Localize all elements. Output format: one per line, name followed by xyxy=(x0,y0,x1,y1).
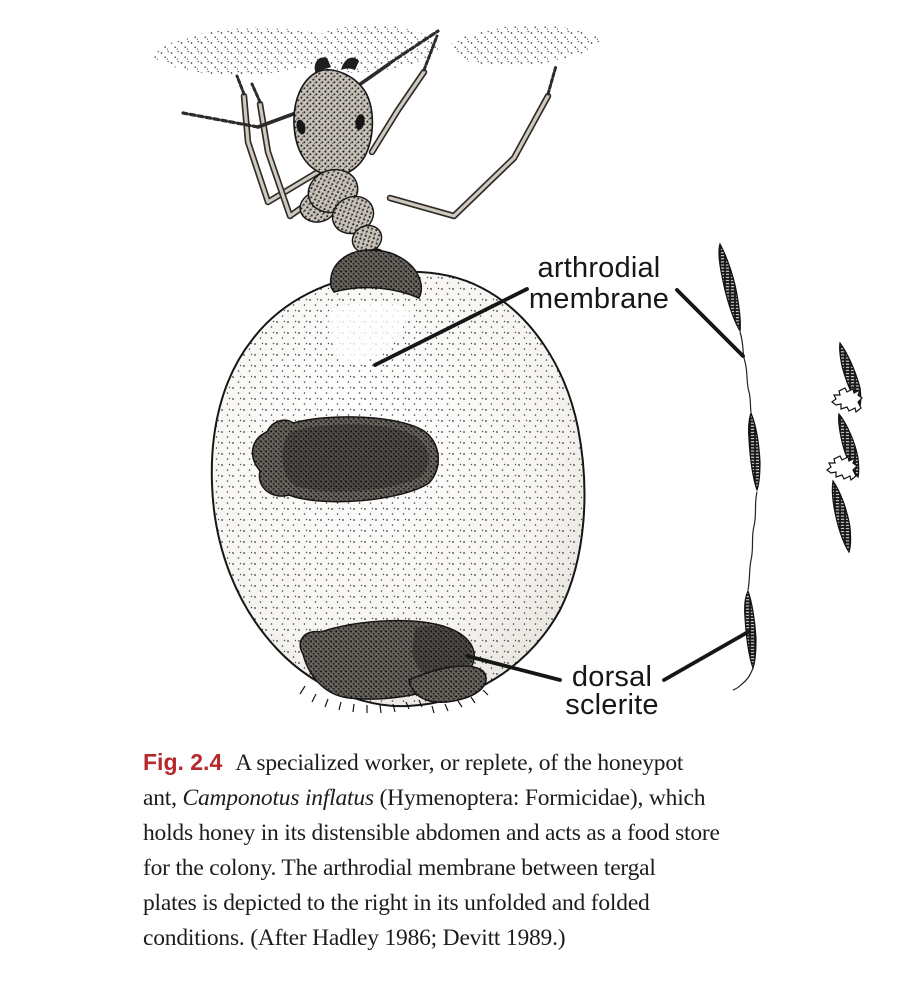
folded-membrane-pleat xyxy=(827,456,857,480)
tergal-plate xyxy=(745,591,756,668)
tergal-plate xyxy=(749,413,760,490)
caption-line-1 xyxy=(143,745,883,781)
caption-text: ant, xyxy=(143,785,183,811)
caption-text: holds honey in its distensible abdomen and acts as a food store xyxy=(143,820,720,846)
caption-line-2 xyxy=(143,781,883,816)
caption-line-3 xyxy=(143,816,883,851)
label-dorsal-line2: sclerite xyxy=(565,689,659,721)
ant-head xyxy=(294,57,372,175)
membrane-line xyxy=(740,332,751,412)
ceiling-stipple xyxy=(150,25,602,75)
caption-text: for the colony. The arthrodial membrane between tergal xyxy=(143,855,656,881)
unfolded-membrane-diagram xyxy=(719,244,760,690)
figure-number: Fig. 2.4 xyxy=(143,749,223,775)
middle-sclerite-shading xyxy=(282,424,428,491)
ant-abdomen xyxy=(212,250,585,713)
caption-line-5 xyxy=(143,886,883,921)
ant-leg-highlight xyxy=(372,72,424,152)
caption-text: plates is depicted to the right in its unfolded and folded xyxy=(143,890,650,916)
membrane-line xyxy=(748,492,757,590)
caption-text: conditions. (After Hadley 1986; Devitt 1989.) xyxy=(143,925,566,951)
caption-line-4 xyxy=(143,851,883,886)
ceiling-stipple-left xyxy=(150,25,442,75)
label-arthrodial-line2: membrane xyxy=(528,283,670,315)
leader-dorsal-right xyxy=(664,632,748,680)
caption-text: A specialized worker, or replete, of the honeypot xyxy=(235,750,684,776)
ceiling-stipple-right xyxy=(448,25,602,65)
figure-caption xyxy=(143,745,883,956)
membrane-line xyxy=(733,668,753,690)
tergal-plate xyxy=(719,244,740,331)
folded-membrane-pleat xyxy=(832,388,862,412)
folded-membrane-diagram xyxy=(827,343,862,552)
label-dorsal-line1: dorsal xyxy=(571,661,653,693)
species-name: Camponotus inflatus xyxy=(182,785,374,811)
caption-line-6 xyxy=(143,921,883,956)
label-arthrodial-line1: arthrodial xyxy=(537,252,661,284)
ant-leg xyxy=(390,96,548,216)
tergal-plate-folded xyxy=(832,481,850,552)
caption-text: (Hymenoptera: Formicidae), which xyxy=(373,785,706,811)
